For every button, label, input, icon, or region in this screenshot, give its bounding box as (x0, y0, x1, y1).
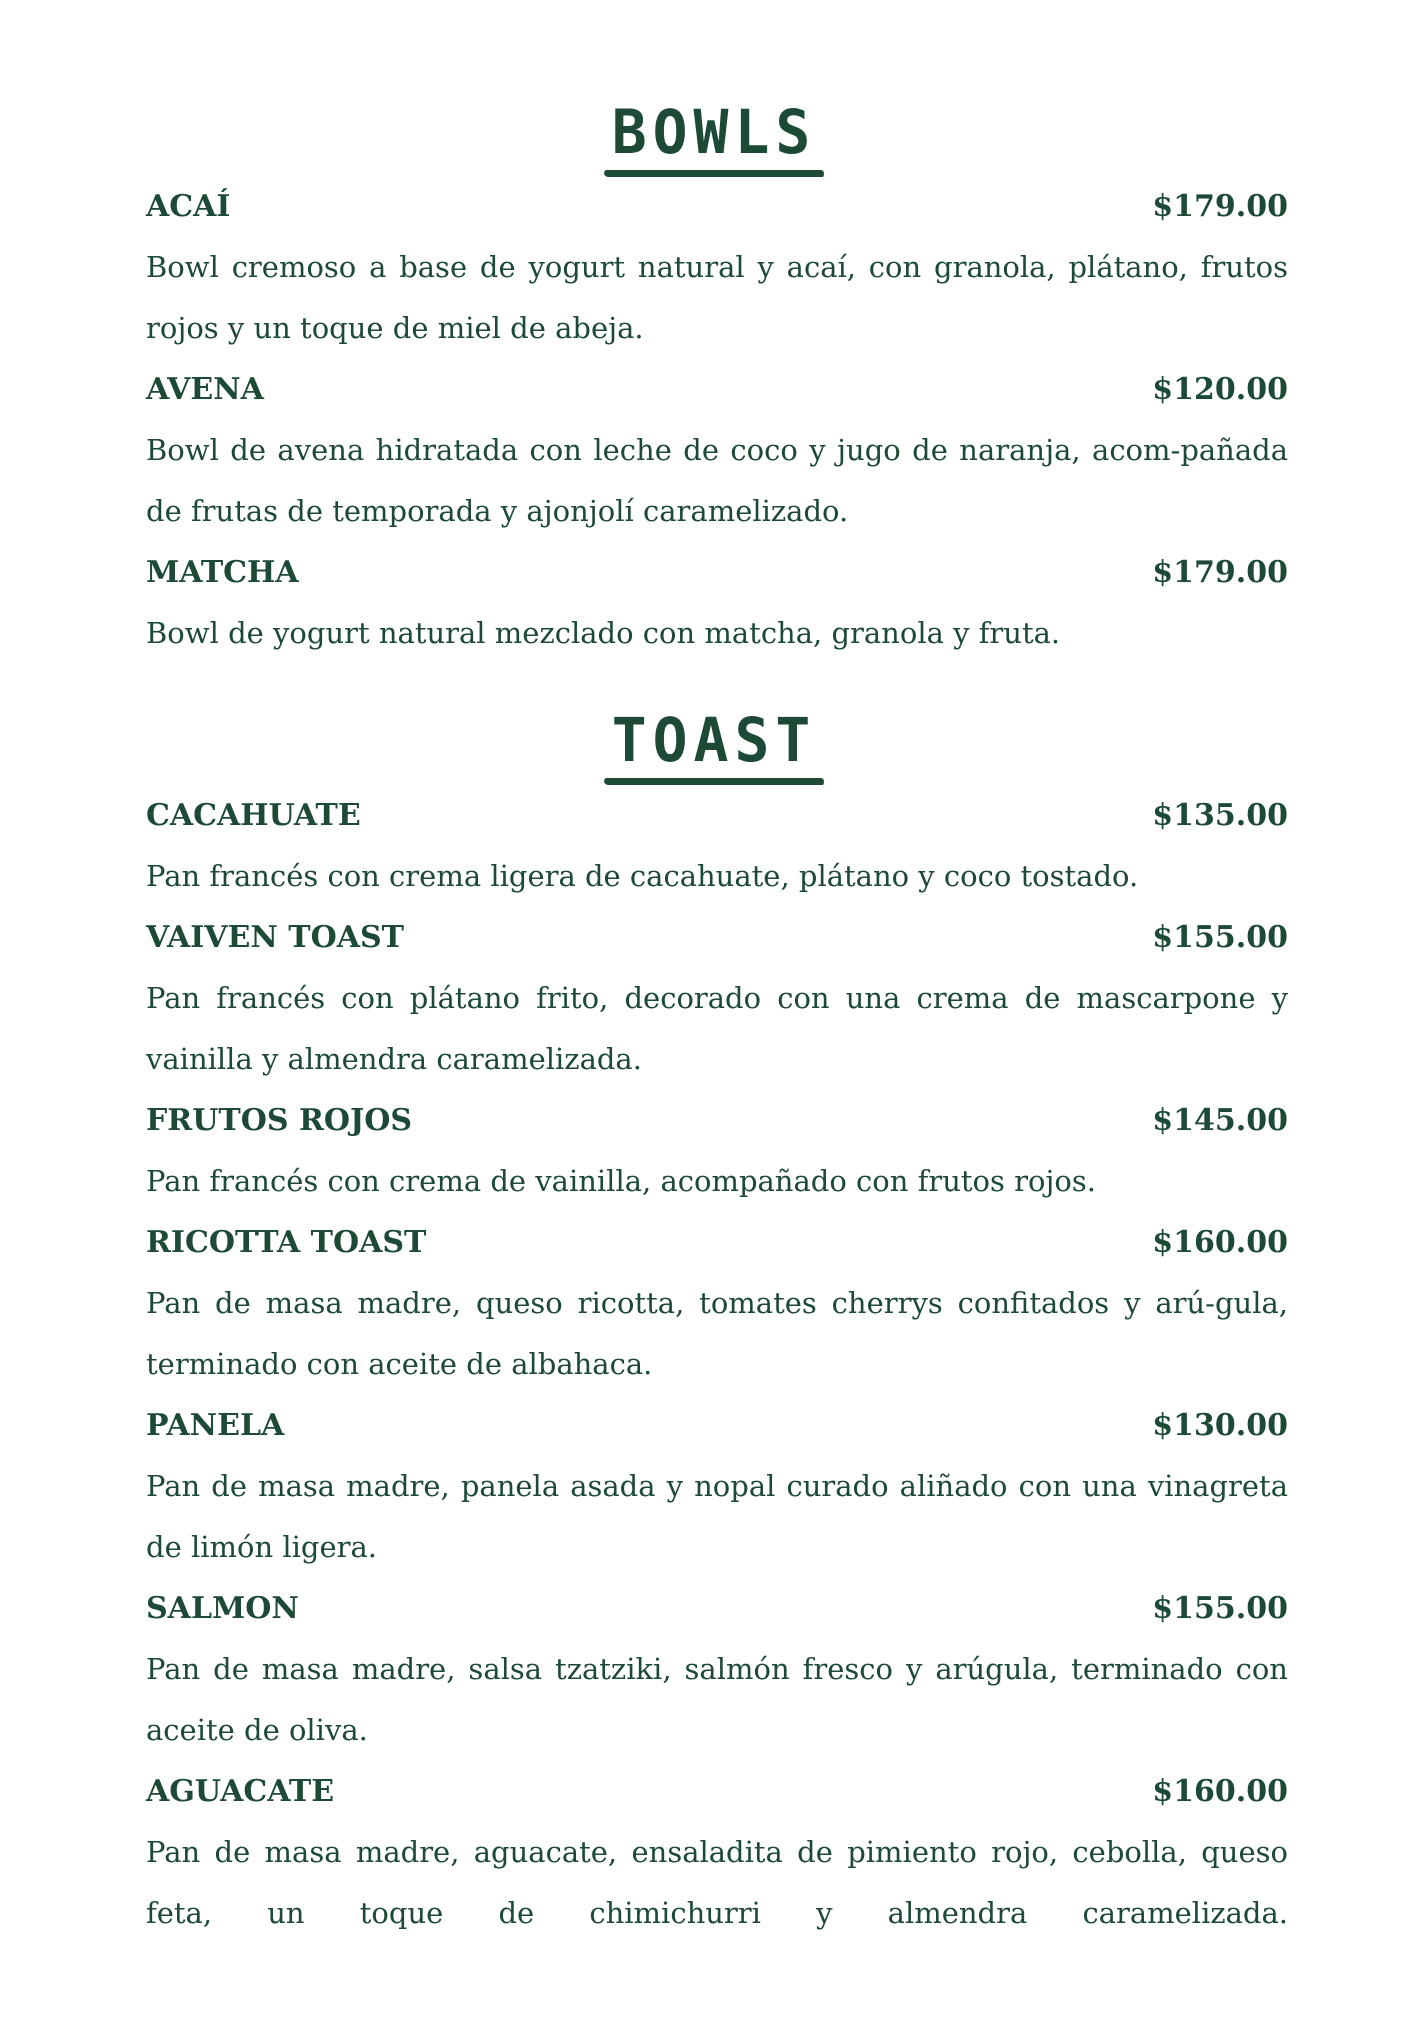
item-name: AGUACATE (146, 1774, 335, 1809)
section-title-text: BOWLS (611, 96, 817, 168)
item-name: RICOTTA TOAST (146, 1225, 427, 1260)
item-description: Bowl de avena hidratada con leche de coco y jugo de naranja, acom-pañada de frutas de temporada y ajonjolí caramelizado. (146, 433, 1288, 528)
menu-item (146, 1090, 1288, 1212)
toast-list (146, 785, 1288, 1944)
menu-item (146, 1761, 1288, 1944)
item-price: $130.00 (1152, 1408, 1288, 1443)
item-price: $179.00 (1152, 189, 1288, 224)
item-price: $160.00 (1152, 1774, 1288, 1809)
menu-item (146, 1395, 1288, 1578)
item-description: Pan francés con plátano frito, decorado con una crema de mascarpone y vainilla y almendra caramelizada. (146, 981, 1288, 1076)
menu-item (146, 176, 1288, 359)
item-price: $120.00 (1152, 372, 1288, 407)
item-name: ACAÍ (146, 189, 231, 224)
brush-underline (604, 778, 825, 785)
item-description: Bowl cremoso a base de yogurt natural y acaí, con granola, plátano, frutos rojos y un toque de miel de abeja. (146, 250, 1288, 345)
menu-item (146, 907, 1288, 1090)
item-price: $145.00 (1152, 1103, 1288, 1138)
item-description: Pan francés con crema de vainilla, acompañado con frutos rojos. (146, 1164, 1096, 1198)
item-description: Pan de masa madre, queso ricotta, tomates cherrys confitados y arú-gula, terminado con aceite de albahaca. (146, 1286, 1288, 1381)
section-title-text: TOAST (611, 704, 817, 776)
item-description: Pan de masa madre, aguacate, ensaladita de pimiento rojo, cebolla, queso feta, un toque de chimichurri y almendra caramelizada. (146, 1835, 1288, 1930)
item-name: FRUTOS ROJOS (146, 1103, 413, 1138)
item-price: $135.00 (1152, 798, 1288, 833)
menu-item (146, 785, 1288, 907)
item-description: Pan de masa madre, panela asada y nopal curado aliñado con una vinagreta de limón ligera. (146, 1469, 1288, 1564)
section-title-toast (0, 704, 1428, 785)
menu-item (146, 359, 1288, 542)
item-name: AVENA (146, 372, 264, 407)
item-name: MATCHA (146, 555, 299, 590)
item-description: Bowl de yogurt natural mezclado con matcha, granola y fruta. (146, 616, 1061, 650)
item-description: Pan francés con crema ligera de cacahuate, plátano y coco tostado. (146, 859, 1139, 893)
item-name: PANELA (146, 1408, 285, 1443)
item-price: $179.00 (1152, 555, 1288, 590)
menu-item (146, 1212, 1288, 1395)
item-description: Pan de masa madre, salsa tzatziki, salmón fresco y arúgula, terminado con aceite de oliva. (146, 1652, 1288, 1747)
section-title-bowls (0, 96, 1428, 177)
menu-item (146, 542, 1288, 664)
menu-item (146, 1578, 1288, 1761)
item-name: VAIVEN TOAST (146, 920, 404, 955)
item-name: SALMON (146, 1591, 299, 1626)
item-price: $155.00 (1152, 920, 1288, 955)
bowls-list (146, 176, 1288, 664)
item-price: $155.00 (1152, 1591, 1288, 1626)
item-name: CACAHUATE (146, 798, 361, 833)
item-price: $160.00 (1152, 1225, 1288, 1260)
